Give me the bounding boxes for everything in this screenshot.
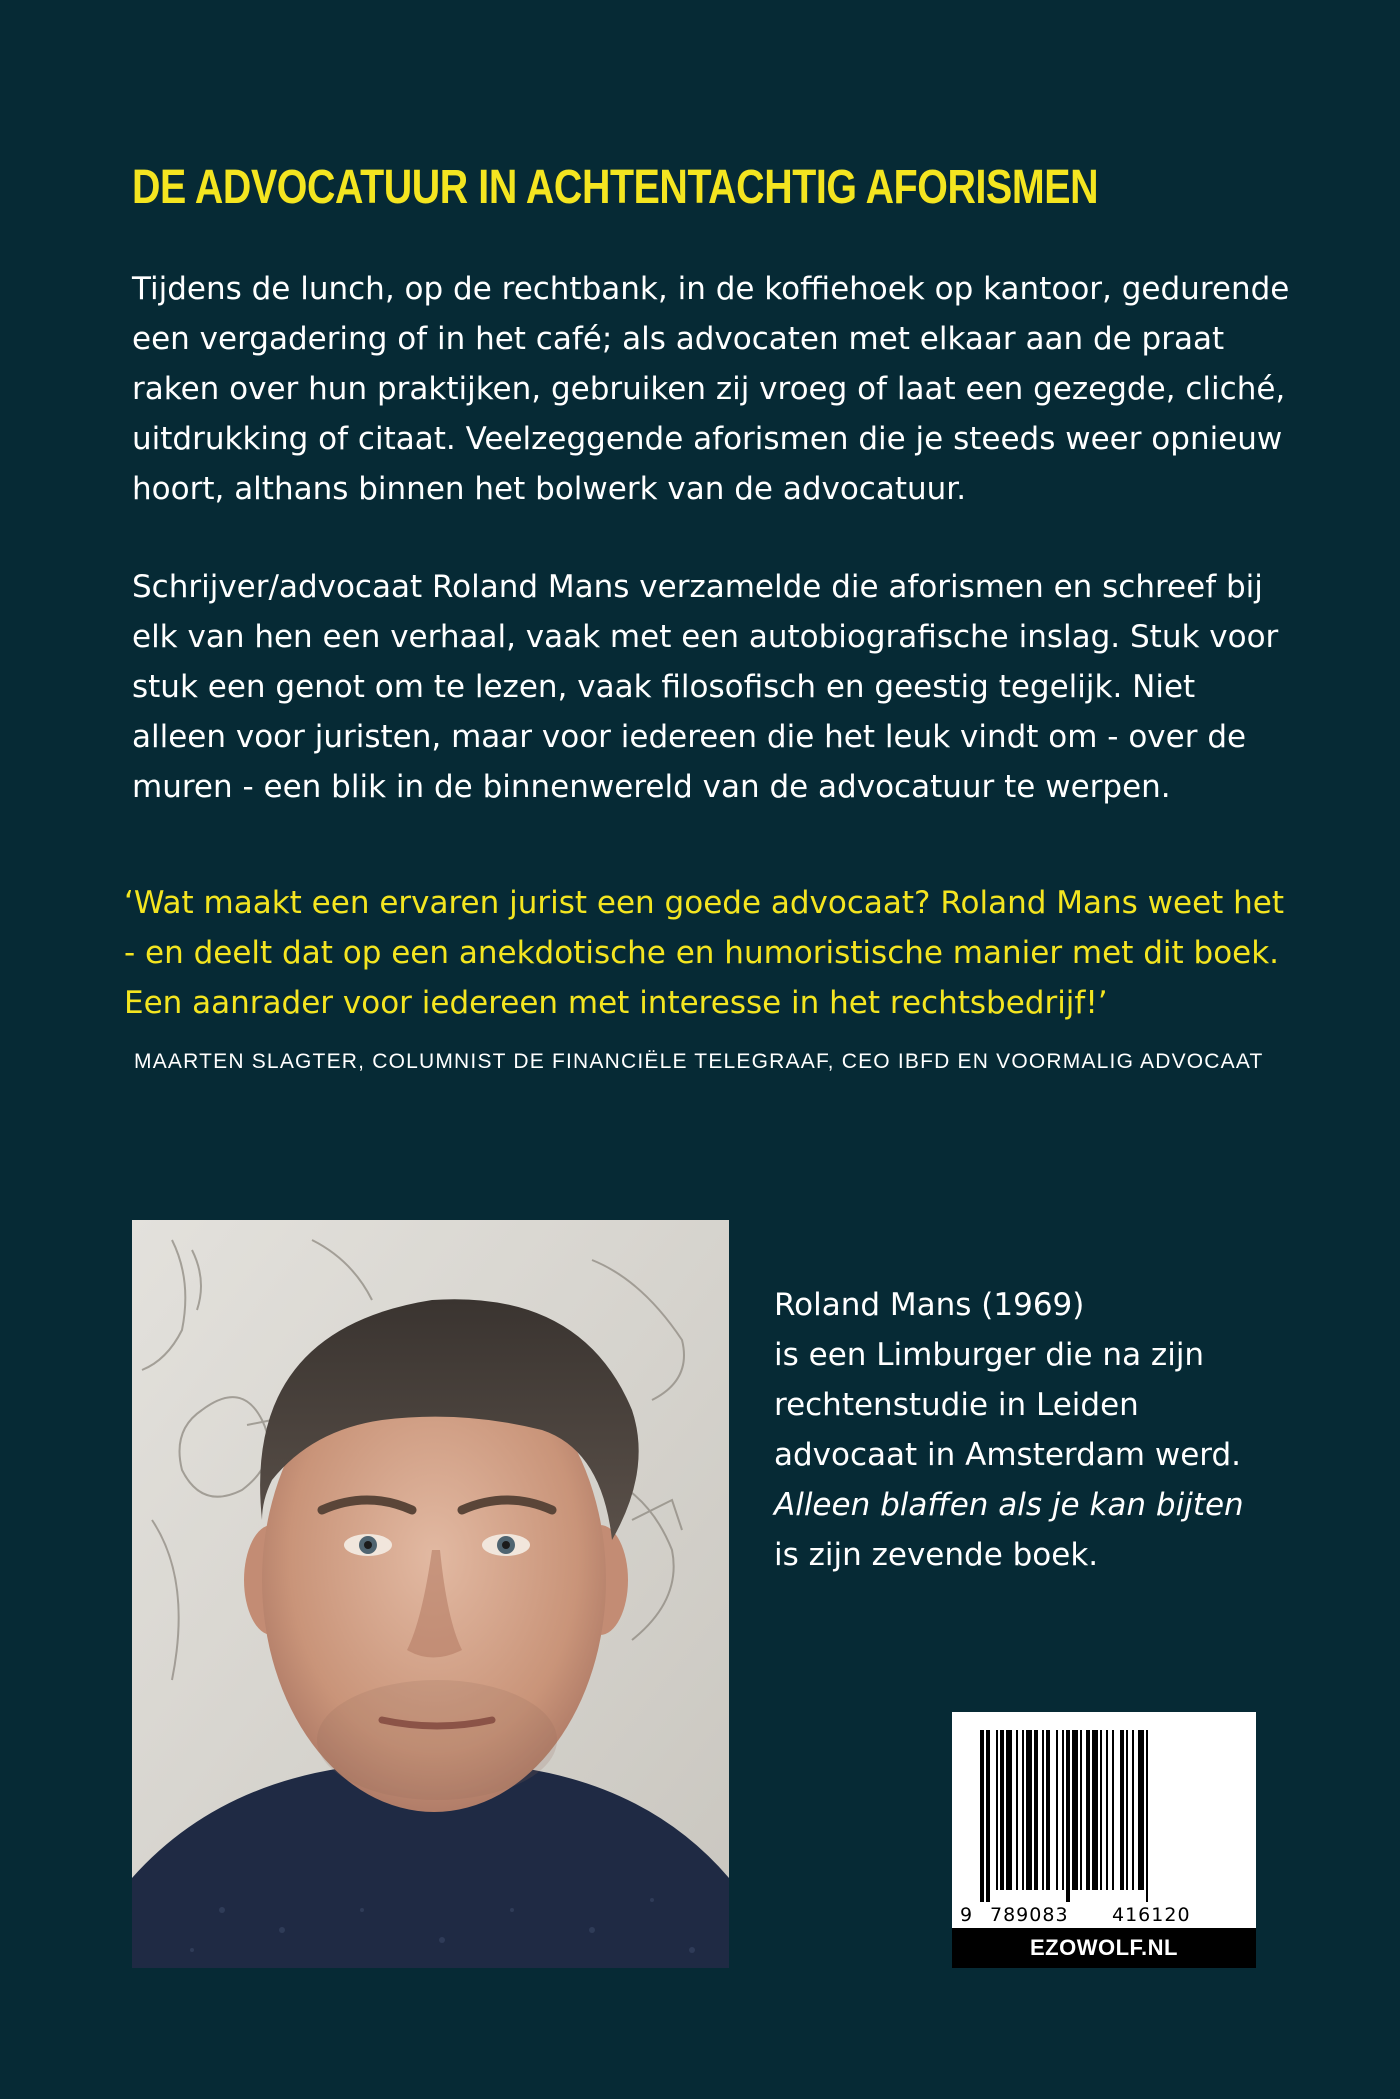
barcode-bar <box>1092 1730 1098 1890</box>
author-portrait-illustration <box>132 1220 729 1968</box>
bio-line: Roland Mans (1969) <box>774 1287 1085 1323</box>
description-paragraph-2: Schrijver/advocaat Roland Mans verzamelde die aforismen en schreef bij elk van hen een verhaal, vaak met een autobiografische inslag. Stuk voor stuk een genot om te lezen, vaak filosofisch en geestig tegelijk. Niet alleen voor juristen, maar voor iedereen die het leuk vindt om - over de muren - een blik in de binnenwereld van de advocatuur te werpen. <box>132 569 1279 805</box>
barcode-bar <box>1042 1730 1044 1890</box>
barcode-bar <box>980 1730 984 1902</box>
barcode-bar <box>1062 1730 1064 1890</box>
barcode-bar <box>1056 1730 1058 1890</box>
barcode-bar <box>1126 1730 1128 1890</box>
barcode-bar <box>1100 1730 1102 1890</box>
isbn-prefix: 9 <box>960 1904 973 1926</box>
barcode-bar <box>1066 1730 1070 1902</box>
isbn-barcode <box>952 1712 1256 1968</box>
isbn-group-2: 416120 <box>1112 1904 1191 1926</box>
barcode-bar <box>1072 1730 1078 1890</box>
barcode-bar <box>1022 1730 1024 1890</box>
isbn-group-1: 789083 <box>990 1904 1069 1926</box>
book-title: Alleen blaffen als je kan bijten <box>774 1487 1244 1523</box>
barcode-bar <box>1106 1730 1108 1890</box>
barcode-bar <box>1016 1730 1018 1890</box>
barcode-bar <box>996 1730 998 1890</box>
bio-line: rechtenstudie in Leiden <box>774 1387 1139 1423</box>
barcode-bar <box>1080 1730 1082 1890</box>
barcode-bar <box>1120 1730 1124 1890</box>
barcode-bar <box>1146 1730 1148 1902</box>
barcode-bars <box>980 1730 1228 1902</box>
barcode-bar <box>1026 1730 1032 1890</box>
headline: DE ADVOCATUUR IN ACHTENTACHTIG AFORISMEN <box>132 161 1099 214</box>
bio-line: advocaat in Amsterdam werd. <box>774 1437 1242 1473</box>
bio-line: is een Limburger die na zijn <box>774 1337 1205 1373</box>
barcode-bar <box>1132 1730 1134 1890</box>
barcode-bar <box>986 1730 990 1902</box>
endorsement-quote: ‘Wat maakt een ervaren jurist een goede advocaat? Roland Mans weet het - en deelt dat op een anekdotische en humoristische manier met dit boek. Een aanrader voor iedereen met interesse in het rechtsbedrijf!’ <box>124 885 1285 1021</box>
barcode-bar <box>1000 1730 1004 1890</box>
barcode-bar <box>1138 1730 1144 1890</box>
barcode-bar <box>1006 1730 1012 1890</box>
barcode-bar <box>1086 1730 1090 1890</box>
author-bio <box>774 1280 1294 1580</box>
author-photo <box>132 1220 729 1968</box>
barcode-bar <box>1046 1730 1050 1890</box>
bio-line: is zijn zevende boek. <box>774 1537 1099 1573</box>
publisher-website: EZOWOLF.NL <box>952 1928 1256 1968</box>
barcode-bar <box>1112 1730 1114 1890</box>
barcode-bar <box>1034 1730 1038 1890</box>
description-paragraph-1: Tijdens de lunch, op de rechtbank, in de koffiehoek op kantoor, gedurende een vergadering of in het café; als advocaten met elkaar aan de praat raken over hun praktijken, gebruiken zij vroeg of laat een gezegde, cliché, uitdrukking of citaat. Veelzeggende aforismen die je steeds weer opnieuw hoort, althans binnen het bolwerk van de advocatuur. <box>132 271 1290 507</box>
quote-attribution: MAARTEN SLAGTER, COLUMNIST DE FINANCIËLE TELEGRAAF, CEO IBFD EN VOORMALIG ADVOCAAT <box>134 1050 1264 1073</box>
